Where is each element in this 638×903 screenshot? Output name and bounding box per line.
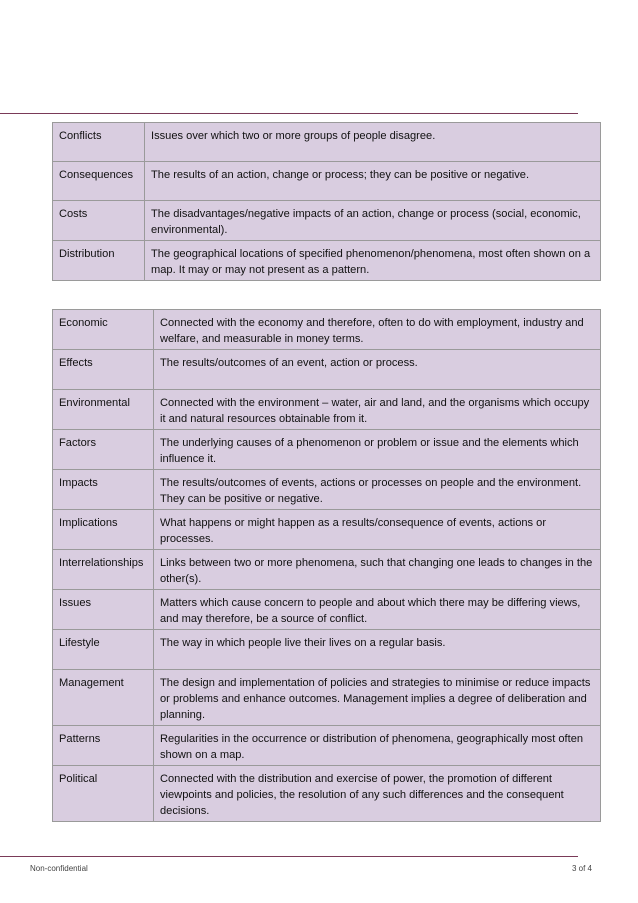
table-row: [53, 510, 601, 550]
table-row: [53, 630, 601, 670]
table-row: [53, 766, 601, 822]
glossary-term: Environmental: [53, 390, 154, 430]
table-row: [53, 430, 601, 470]
glossary-definition: The results of an action, change or process; they can be positive or negative.: [145, 162, 601, 201]
glossary-term: Impacts: [53, 470, 154, 510]
glossary-term: Costs: [53, 201, 145, 241]
glossary-definition: The results/outcomes of events, actions or processes on people and the environment. They can be positive or negative.: [154, 470, 601, 510]
glossary-term: Effects: [53, 350, 154, 390]
table-row: [53, 241, 601, 281]
glossary-term: Distribution: [53, 241, 145, 281]
glossary-table-2: [52, 309, 601, 822]
glossary-definition: The disadvantages/negative impacts of an action, change or process (social, economic, environmental).: [145, 201, 601, 241]
glossary-definition: Matters which cause concern to people and about which there may be differing views, and may therefore, be a source of conflict.: [154, 590, 601, 630]
glossary-term: Economic: [53, 310, 154, 350]
glossary-definition: Links between two or more phenomena, such that changing one leads to changes in the other(s).: [154, 550, 601, 590]
table-row: [53, 350, 601, 390]
footer-rule: [0, 856, 578, 857]
glossary-term: Political: [53, 766, 154, 822]
glossary-table-1: [52, 122, 601, 281]
glossary-term: Factors: [53, 430, 154, 470]
glossary-definition: The way in which people live their lives on a regular basis.: [154, 630, 601, 670]
glossary-term: Patterns: [53, 726, 154, 766]
glossary-definition: Regularities in the occurrence or distribution of phenomena, geographically most often shown on a map.: [154, 726, 601, 766]
glossary-term: Lifestyle: [53, 630, 154, 670]
table-row: [53, 201, 601, 241]
glossary-term: Consequences: [53, 162, 145, 201]
glossary-definition: Connected with the economy and therefore, often to do with employment, industry and welfare, and measurable in money terms.: [154, 310, 601, 350]
glossary-term: Issues: [53, 590, 154, 630]
glossary-definition: Issues over which two or more groups of people disagree.: [145, 123, 601, 162]
table-row: [53, 670, 601, 726]
table-row: [53, 390, 601, 430]
glossary-definition: Connected with the environment – water, air and land, and the organisms which occupy it and natural resources obtainable from it.: [154, 390, 601, 430]
glossary-term: Implications: [53, 510, 154, 550]
table-row: [53, 726, 601, 766]
table-row: [53, 162, 601, 201]
table-row: [53, 590, 601, 630]
footer-classification: Non-confidential: [30, 864, 88, 873]
table-row: [53, 123, 601, 162]
table-row: [53, 550, 601, 590]
glossary-definition: What happens or might happen as a results/consequence of events, actions or processes.: [154, 510, 601, 550]
glossary-term: Interrelationships: [53, 550, 154, 590]
header-rule: [0, 113, 578, 114]
glossary-term: Management: [53, 670, 154, 726]
glossary-definition: The geographical locations of specified phenomenon/phenomena, most often shown on a map. It may or may not present as a pattern.: [145, 241, 601, 281]
glossary-definition: The design and implementation of policies and strategies to minimise or reduce impacts or problems and enhance outcomes. Management implies a degree of deliberation and planning.: [154, 670, 601, 726]
table-row: [53, 310, 601, 350]
glossary-definition: The results/outcomes of an event, action or process.: [154, 350, 601, 390]
glossary-definition: The underlying causes of a phenomenon or problem or issue and the elements which influence it.: [154, 430, 601, 470]
glossary-definition: Connected with the distribution and exercise of power, the promotion of different viewpoints and policies, the resolution of any such differences and the consequent decisions.: [154, 766, 601, 822]
glossary-term: Conflicts: [53, 123, 145, 162]
table-row: [53, 470, 601, 510]
page-number: 3 of 4: [571, 864, 592, 873]
